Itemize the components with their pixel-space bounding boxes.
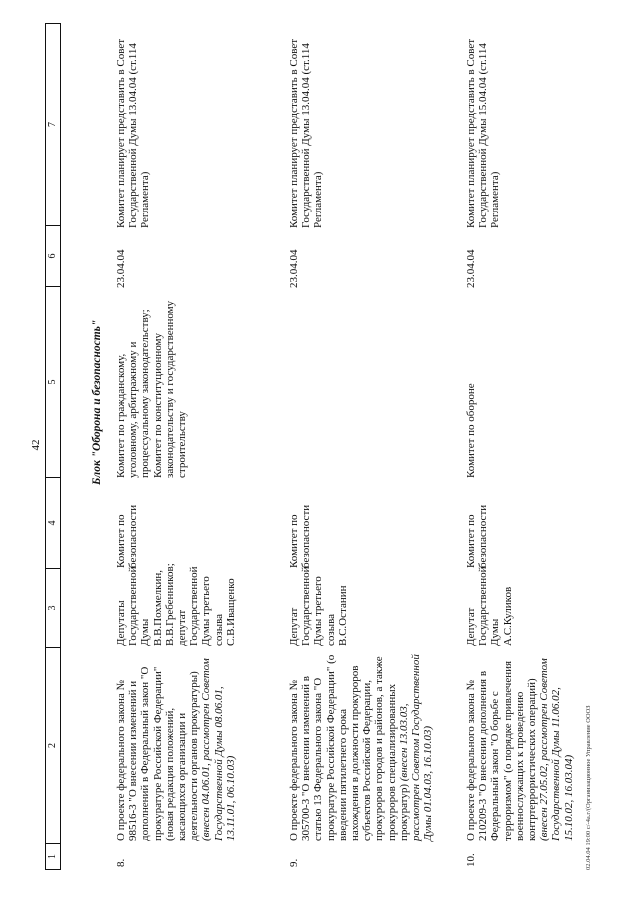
- table-row: [288, 25, 434, 870]
- column-header: 1: [46, 843, 60, 869]
- co-executors-cell: [288, 292, 434, 482]
- row-number: 8.: [115, 858, 127, 867]
- column-header: 6: [46, 225, 60, 286]
- table-row: [115, 25, 237, 870]
- project-title: О проекте федерального закона № 305700-3 "О внесении изменений в статью 13 Федерального закона "О прокуратуре Российской Федерации" (о введении пятилетнего срока нахождения в должности прокуроров субъектов Российской Федерации, прокуроров городов и районов, а также прокуроров специализированных прокуратур): [288, 654, 410, 841]
- column-header: 5: [46, 286, 60, 477]
- column-header: 2: [46, 647, 60, 843]
- authors-cell: Депутат Государственной Думы А.С.Куликов: [465, 566, 514, 646]
- column-header: 4: [46, 477, 60, 568]
- project-title: О проекте федерального закона № 210209-3 "О внесении дополнения в Федеральный закон "О борьбе с терроризмом" (о порядке привлечения военнослужащих к проведению контртеррористических операций): [465, 660, 539, 841]
- project-note: (внесен 13.03.03, рассмотрен Советом Государственной Думы 01.04.03, 16.10.03): [397, 654, 435, 841]
- note-cell: Комитет планирует представить в Совет Государственной Думы 13.04.04 (ст.114 Регламента): [115, 38, 152, 228]
- column-header: 3: [46, 568, 60, 647]
- date-cell: 23.04.04: [115, 249, 127, 288]
- section-title: Блок "Оборона и безопасность": [91, 319, 103, 485]
- project-note: (внесен 27.05.02, рассмотрен Советом Государственной Думы 11.06.02, 15.10.02, 16.03.04): [538, 658, 575, 841]
- column-header: 7: [47, 122, 58, 127]
- date-cell: 23.04.04: [465, 249, 477, 288]
- project-cell: [288, 650, 434, 845]
- authors-cell: Депутаты Государственной Думы В.В.Похмелкин, В.В.Гребенников; депутат Государственной Думы третьего созыва С.В.Иващенко: [115, 563, 237, 646]
- date-cell: 23.04.04: [288, 249, 300, 288]
- note-cell: Комитет планирует представить в Совет Государственной Думы 13.04.04 (ст.114 Регламента): [288, 38, 325, 228]
- note-cell: Комитет планирует представить в Совет Государственной Думы 15.04.04 (ст.114 Регламента): [465, 38, 502, 228]
- co-executors-cell: Комитет по обороне: [465, 383, 477, 478]
- footer-text: 02.04.04 19:00 с/-4а.г/(Организационное Управление ОООЗ: [585, 705, 592, 870]
- project-cell: [465, 650, 575, 845]
- committee-cell: Комитет по безопасности: [465, 504, 490, 568]
- table-row: [465, 25, 575, 870]
- project-note: (внесен 04.06.01, рассмотрен Советом Государственной Думы 08.06.01, 13.11.01, 06.10.03): [200, 658, 237, 841]
- row-number: 10.: [465, 853, 477, 867]
- column-header-row: [45, 23, 61, 870]
- row-number: 9.: [288, 858, 300, 867]
- authors-cell: Депутат Государственной Думы третьего созыва В.С.Останин: [288, 566, 349, 646]
- committee-cell: Комитет по безопасности: [115, 504, 140, 568]
- project-title: О проекте федерального закона № 98516-3 "О внесении изменений и дополнений в Федеральный закон "О прокуратуре Российской Федерации" (новая редакция положений, касающихся организации и деятельности органов прокуратуры): [115, 666, 201, 841]
- committee-cell: Комитет по безопасности: [288, 504, 313, 568]
- rotated-page: [15, 25, 595, 885]
- co-executors-cell: Комитет по гражданскому, уголовному, арбитражному и процессуальному законодательству; Комитет по конституционному законодательству и государственному строительству: [115, 300, 189, 478]
- project-cell: [115, 650, 237, 845]
- page-number: 42: [30, 439, 42, 451]
